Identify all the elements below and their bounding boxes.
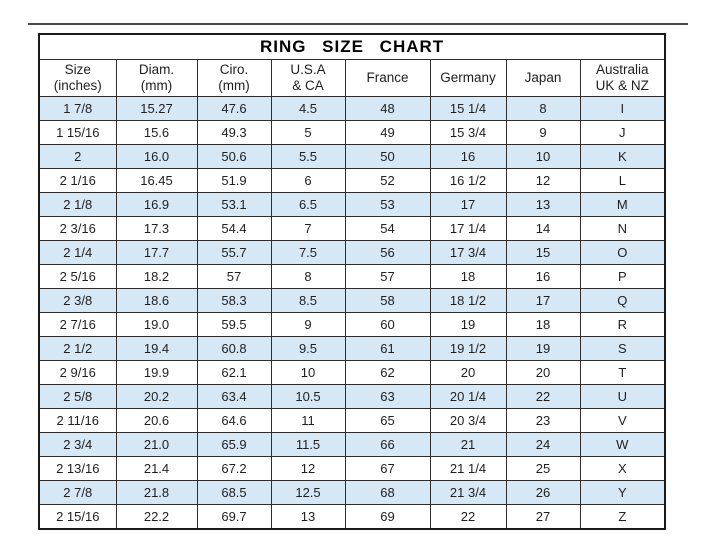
table-row	[39, 337, 665, 361]
table-cell: J	[580, 121, 665, 145]
table-cell: Z	[580, 505, 665, 530]
table-row	[39, 241, 665, 265]
table-row	[39, 265, 665, 289]
table-cell: 68	[345, 481, 430, 505]
table-cell: 19.4	[116, 337, 197, 361]
table-cell: 16.0	[116, 145, 197, 169]
header-australia-uk-nz-line1: Australia	[596, 62, 649, 78]
header-france-line1: France	[366, 70, 409, 86]
table-cell: 65.9	[197, 433, 271, 457]
table-cell: 2 1/8	[39, 193, 116, 217]
table-cell: 11.5	[271, 433, 345, 457]
table-cell: 18.6	[116, 289, 197, 313]
table-cell: 54	[345, 217, 430, 241]
header-australia-uk-nz	[580, 60, 665, 97]
table-cell: 9	[271, 313, 345, 337]
table-cell: 2 1/16	[39, 169, 116, 193]
table-cell: 25	[506, 457, 580, 481]
header-germany	[430, 60, 506, 97]
table-cell: 21	[430, 433, 506, 457]
table-cell: 65	[345, 409, 430, 433]
table-cell: 19	[506, 337, 580, 361]
table-row	[39, 313, 665, 337]
table-cell: 15.6	[116, 121, 197, 145]
table-cell: 60	[345, 313, 430, 337]
table-cell: 8	[271, 265, 345, 289]
table-row	[39, 169, 665, 193]
table-cell: 18.2	[116, 265, 197, 289]
table-cell: 2 1/2	[39, 337, 116, 361]
table-cell: 18	[506, 313, 580, 337]
table-row	[39, 361, 665, 385]
table-cell: 19 1/2	[430, 337, 506, 361]
table-cell: 57	[345, 265, 430, 289]
table-cell: Q	[580, 289, 665, 313]
table-cell: 1 7/8	[39, 97, 116, 121]
table-cell: 8.5	[271, 289, 345, 313]
table-cell: 61	[345, 337, 430, 361]
table-cell: 16	[506, 265, 580, 289]
table-row	[39, 193, 665, 217]
header-australia-uk-nz-line2: UK & NZ	[595, 78, 649, 93]
header-circumference-line1: Ciro.	[219, 62, 249, 78]
table-row	[39, 145, 665, 169]
table-cell: 59.5	[197, 313, 271, 337]
header-diameter-line2: (mm)	[140, 78, 173, 93]
table-cell: 9	[506, 121, 580, 145]
header-japan	[506, 60, 580, 97]
table-cell: 60.8	[197, 337, 271, 361]
table-cell: 20 3/4	[430, 409, 506, 433]
table-cell: 10	[506, 145, 580, 169]
table-row	[39, 433, 665, 457]
table-row	[39, 481, 665, 505]
table-cell: 15.27	[116, 97, 197, 121]
chart-title: RING SIZE CHART	[39, 34, 665, 60]
table-cell: 12	[271, 457, 345, 481]
table-cell: W	[580, 433, 665, 457]
header-circumference	[197, 60, 271, 97]
table-cell: 14	[506, 217, 580, 241]
column-header-row	[39, 60, 665, 97]
table-cell: 19.9	[116, 361, 197, 385]
table-cell: M	[580, 193, 665, 217]
table-cell: 19.0	[116, 313, 197, 337]
table-cell: O	[580, 241, 665, 265]
header-diameter	[116, 60, 197, 97]
table-cell: 67.2	[197, 457, 271, 481]
table-cell: N	[580, 217, 665, 241]
header-france	[345, 60, 430, 97]
table-cell: X	[580, 457, 665, 481]
table-cell: 5	[271, 121, 345, 145]
table-cell: 2 7/16	[39, 313, 116, 337]
table-cell: 16.45	[116, 169, 197, 193]
table-cell: 11	[271, 409, 345, 433]
table-cell: 54.4	[197, 217, 271, 241]
table-cell: 17	[506, 289, 580, 313]
table-cell: 66	[345, 433, 430, 457]
table-cell: 2 13/16	[39, 457, 116, 481]
table-cell: 15 3/4	[430, 121, 506, 145]
table-cell: 2 5/16	[39, 265, 116, 289]
table-cell: 22	[506, 385, 580, 409]
table-cell: 69.7	[197, 505, 271, 530]
table-cell: 8	[506, 97, 580, 121]
table-cell: 2 7/8	[39, 481, 116, 505]
table-cell: 20.6	[116, 409, 197, 433]
table-row	[39, 385, 665, 409]
table-cell: 51.9	[197, 169, 271, 193]
table-body	[39, 97, 665, 530]
table-cell: 1 15/16	[39, 121, 116, 145]
table-cell: 49	[345, 121, 430, 145]
table-cell: 17.7	[116, 241, 197, 265]
table-cell: 20	[430, 361, 506, 385]
table-cell: 15 1/4	[430, 97, 506, 121]
table-row	[39, 121, 665, 145]
table-cell: T	[580, 361, 665, 385]
table-cell: 2	[39, 145, 116, 169]
table-cell: Y	[580, 481, 665, 505]
table-cell: 5.5	[271, 145, 345, 169]
table-cell: V	[580, 409, 665, 433]
table-cell: R	[580, 313, 665, 337]
table-cell: 17.3	[116, 217, 197, 241]
table-cell: 18 1/2	[430, 289, 506, 313]
table-cell: 23	[506, 409, 580, 433]
chart-title-row	[39, 34, 665, 60]
table-cell: L	[580, 169, 665, 193]
table-cell: 69	[345, 505, 430, 530]
header-usa-ca-line2: & CA	[292, 78, 324, 93]
table-cell: 2 3/16	[39, 217, 116, 241]
table-row	[39, 505, 665, 530]
header-size-line1: Size	[64, 62, 91, 78]
table-cell: 2 11/16	[39, 409, 116, 433]
table-cell: 9.5	[271, 337, 345, 361]
table-cell: 2 15/16	[39, 505, 116, 530]
table-cell: 47.6	[197, 97, 271, 121]
table-cell: U	[580, 385, 665, 409]
table-cell: 50	[345, 145, 430, 169]
table-cell: P	[580, 265, 665, 289]
header-japan-line1: Japan	[524, 70, 562, 86]
table-cell: 2 5/8	[39, 385, 116, 409]
table-cell: 10.5	[271, 385, 345, 409]
table-cell: 7.5	[271, 241, 345, 265]
table-cell: 12.5	[271, 481, 345, 505]
table-cell: K	[580, 145, 665, 169]
table-cell: 67	[345, 457, 430, 481]
table-row	[39, 217, 665, 241]
table-cell: 21.0	[116, 433, 197, 457]
table-cell: 19	[430, 313, 506, 337]
table-cell: 2 3/8	[39, 289, 116, 313]
table-cell: 17	[430, 193, 506, 217]
table-cell: 18	[430, 265, 506, 289]
table-cell: 2 3/4	[39, 433, 116, 457]
table-cell: 55.7	[197, 241, 271, 265]
table-cell: 20	[506, 361, 580, 385]
table-row	[39, 457, 665, 481]
table-cell: 7	[271, 217, 345, 241]
table-cell: 50.6	[197, 145, 271, 169]
header-germany-line1: Germany	[440, 70, 496, 86]
table-cell: 24	[506, 433, 580, 457]
table-cell: 62.1	[197, 361, 271, 385]
table-cell: 16.9	[116, 193, 197, 217]
table-cell: 20.2	[116, 385, 197, 409]
table-row	[39, 409, 665, 433]
table-cell: 52	[345, 169, 430, 193]
header-usa-ca-line1: U.S.A	[290, 62, 326, 78]
table-cell: 21.8	[116, 481, 197, 505]
table-cell: I	[580, 97, 665, 121]
table-cell: 2 1/4	[39, 241, 116, 265]
table-row	[39, 289, 665, 313]
table-cell: 64.6	[197, 409, 271, 433]
table-cell: 20 1/4	[430, 385, 506, 409]
table-cell: 15	[506, 241, 580, 265]
table-cell: 68.5	[197, 481, 271, 505]
table-cell: 53	[345, 193, 430, 217]
table-cell: 57	[197, 265, 271, 289]
table-cell: 48	[345, 97, 430, 121]
header-usa-ca	[271, 60, 345, 97]
table-cell: 27	[506, 505, 580, 530]
table-cell: 6	[271, 169, 345, 193]
ring-size-chart-table	[38, 33, 666, 530]
header-size-line2: (inches)	[53, 78, 102, 93]
table-cell: 62	[345, 361, 430, 385]
table-cell: 53.1	[197, 193, 271, 217]
table-cell: 49.3	[197, 121, 271, 145]
header-diameter-line1: Diam.	[138, 62, 175, 78]
table-cell: 58	[345, 289, 430, 313]
table-cell: 13	[271, 505, 345, 530]
table-cell: 13	[506, 193, 580, 217]
table-cell: 16 1/2	[430, 169, 506, 193]
table-cell: 16	[430, 145, 506, 169]
table-cell: 17 3/4	[430, 241, 506, 265]
header-circumference-line2: (mm)	[218, 78, 250, 93]
table-cell: S	[580, 337, 665, 361]
table-cell: 10	[271, 361, 345, 385]
table-cell: 2 9/16	[39, 361, 116, 385]
table-cell: 63.4	[197, 385, 271, 409]
table-cell: 12	[506, 169, 580, 193]
table-cell: 17 1/4	[430, 217, 506, 241]
top-divider	[28, 23, 688, 25]
header-size	[39, 60, 116, 97]
table-cell: 26	[506, 481, 580, 505]
table-cell: 6.5	[271, 193, 345, 217]
table-cell: 4.5	[271, 97, 345, 121]
table-cell: 22	[430, 505, 506, 530]
table-cell: 21.4	[116, 457, 197, 481]
table-row	[39, 97, 665, 121]
table-cell: 21 3/4	[430, 481, 506, 505]
table-cell: 56	[345, 241, 430, 265]
table-cell: 21 1/4	[430, 457, 506, 481]
table-cell: 58.3	[197, 289, 271, 313]
table-cell: 22.2	[116, 505, 197, 530]
table-cell: 63	[345, 385, 430, 409]
